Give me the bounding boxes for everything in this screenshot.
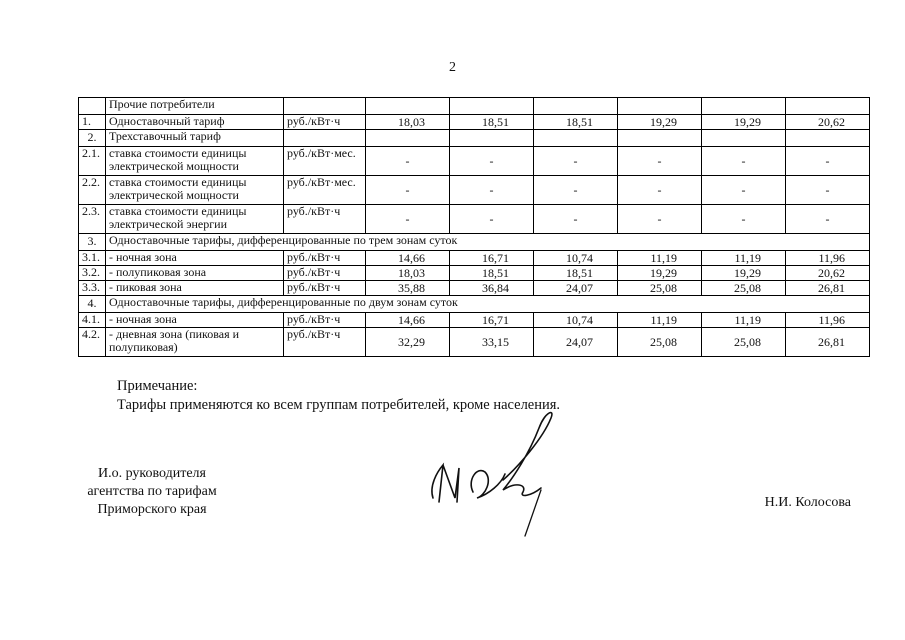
row-unit: руб./кВт·ч [284, 266, 366, 281]
section-title: Одноставочные тарифы, дифференцированные по двум зонам суток [106, 296, 870, 313]
cell-value: - [786, 205, 870, 234]
cell-value: 11,19 [702, 251, 786, 266]
cell-value: 32,29 [366, 328, 450, 357]
row-name: ставка стоимости единицы электрической мощности [106, 176, 284, 205]
cell-value: 11,96 [786, 313, 870, 328]
cell-value: - [618, 176, 702, 205]
cell-value [450, 130, 534, 147]
cell-value: 18,51 [450, 115, 534, 130]
note-text: Тарифы применяются ко всем группам потребителей, кроме населения. [117, 397, 561, 413]
row-name: - дневная зона (пиковая и полупиковая) [106, 328, 284, 357]
row-name: Одноставочный тариф [106, 115, 284, 130]
cell-value: 33,15 [450, 328, 534, 357]
row-number: 2.2. [79, 176, 106, 205]
cell-value: 14,66 [366, 251, 450, 266]
cell-value: 26,81 [786, 281, 870, 296]
row-unit: руб./кВт·мес. [284, 176, 366, 205]
cell-value: 18,51 [534, 115, 618, 130]
row-number: 4.2. [79, 328, 106, 357]
cell-value: - [534, 147, 618, 176]
position-line: Приморского края [97, 502, 207, 517]
row-unit: руб./кВт·ч [284, 205, 366, 234]
row-unit: руб./кВт·ч [284, 251, 366, 266]
cell-value: 25,08 [702, 281, 786, 296]
cell-value: - [366, 176, 450, 205]
row-number: 2. [79, 130, 106, 147]
row-unit: руб./кВт·ч [284, 313, 366, 328]
note-title: Примечание: [117, 378, 198, 394]
row-unit: руб./кВт·мес. [284, 147, 366, 176]
cell-value [534, 130, 618, 147]
cell-value: 19,29 [618, 115, 702, 130]
cell-value [534, 98, 618, 115]
cell-value [450, 98, 534, 115]
table-row [79, 205, 870, 234]
cell-value: 36,84 [450, 281, 534, 296]
row-number [79, 98, 106, 115]
row-name: - полупиковая зона [106, 266, 284, 281]
cell-value [618, 130, 702, 147]
cell-value [366, 98, 450, 115]
cell-value: 11,19 [618, 251, 702, 266]
position-line: агентства по тарифам [87, 484, 217, 499]
cell-value: - [618, 205, 702, 234]
cell-value [786, 98, 870, 115]
cell-value: - [702, 147, 786, 176]
cell-value: - [786, 176, 870, 205]
handwritten-signature [415, 410, 565, 540]
cell-value: 18,03 [366, 115, 450, 130]
table-row [79, 115, 870, 130]
cell-value: 16,71 [450, 251, 534, 266]
cell-value [786, 130, 870, 147]
cell-value [702, 130, 786, 147]
row-name: - ночная зона [106, 313, 284, 328]
section-title: Одноставочные тарифы, дифференцированные по трем зонам суток [106, 234, 870, 251]
cell-value [702, 98, 786, 115]
cell-value: - [450, 176, 534, 205]
cell-value: 10,74 [534, 251, 618, 266]
row-number: 3.1. [79, 251, 106, 266]
row-number: 2.1. [79, 147, 106, 176]
cell-value: - [366, 205, 450, 234]
table-section-row [79, 234, 870, 251]
table-row [79, 147, 870, 176]
cell-value: 35,88 [366, 281, 450, 296]
cell-value: 18,51 [534, 266, 618, 281]
table-row [79, 266, 870, 281]
row-number: 4. [79, 296, 106, 313]
cell-value: - [786, 147, 870, 176]
row-unit: руб./кВт·ч [284, 115, 366, 130]
table-row [79, 176, 870, 205]
table-row [79, 281, 870, 296]
cell-value: 18,03 [366, 266, 450, 281]
row-name: Прочие потребители [106, 98, 284, 115]
cell-value: 19,29 [702, 266, 786, 281]
cell-value: 10,74 [534, 313, 618, 328]
row-name: ставка стоимости единицы электрической мощности [106, 147, 284, 176]
cell-value: 16,71 [450, 313, 534, 328]
cell-value: 20,62 [786, 266, 870, 281]
row-number: 4.1. [79, 313, 106, 328]
cell-value: - [366, 147, 450, 176]
row-unit [284, 130, 366, 147]
cell-value: 19,29 [618, 266, 702, 281]
table-row [79, 98, 870, 115]
row-number: 2.3. [79, 205, 106, 234]
cell-value: - [618, 147, 702, 176]
cell-value: 24,07 [534, 328, 618, 357]
cell-value [618, 98, 702, 115]
cell-value: 11,19 [702, 313, 786, 328]
row-unit [284, 98, 366, 115]
cell-value: 19,29 [702, 115, 786, 130]
row-unit: руб./кВт·ч [284, 328, 366, 357]
cell-value: 14,66 [366, 313, 450, 328]
cell-value: - [450, 205, 534, 234]
table-row [79, 313, 870, 328]
position-line: И.о. руководителя [97, 466, 206, 481]
row-number: 1. [79, 115, 106, 130]
cell-value: - [702, 205, 786, 234]
cell-value: 20,62 [786, 115, 870, 130]
row-unit: руб./кВт·ч [284, 281, 366, 296]
row-number: 3.3. [79, 281, 106, 296]
cell-value: 25,08 [618, 328, 702, 357]
row-name: Трехставочный тариф [106, 130, 284, 147]
cell-value: 11,96 [786, 251, 870, 266]
signatory-position [78, 465, 226, 519]
cell-value: - [702, 176, 786, 205]
cell-value: - [534, 205, 618, 234]
cell-value: 25,08 [618, 281, 702, 296]
cell-value: 24,07 [534, 281, 618, 296]
cell-value: 18,51 [450, 266, 534, 281]
row-name: - ночная зона [106, 251, 284, 266]
cell-value: - [450, 147, 534, 176]
page-number: 2 [449, 60, 456, 75]
cell-value: 26,81 [786, 328, 870, 357]
cell-value [366, 130, 450, 147]
table-row [79, 328, 870, 357]
cell-value: - [534, 176, 618, 205]
table-row [79, 251, 870, 266]
row-number: 3.2. [79, 266, 106, 281]
row-name: ставка стоимости единицы электрической энергии [106, 205, 284, 234]
signatory-name: Н.И. Колосова [764, 495, 851, 510]
row-name: - пиковая зона [106, 281, 284, 296]
table-section-row [79, 296, 870, 313]
row-number: 3. [79, 234, 106, 251]
table-row [79, 130, 870, 147]
tariff-table [78, 97, 870, 357]
cell-value: 25,08 [702, 328, 786, 357]
cell-value: 11,19 [618, 313, 702, 328]
